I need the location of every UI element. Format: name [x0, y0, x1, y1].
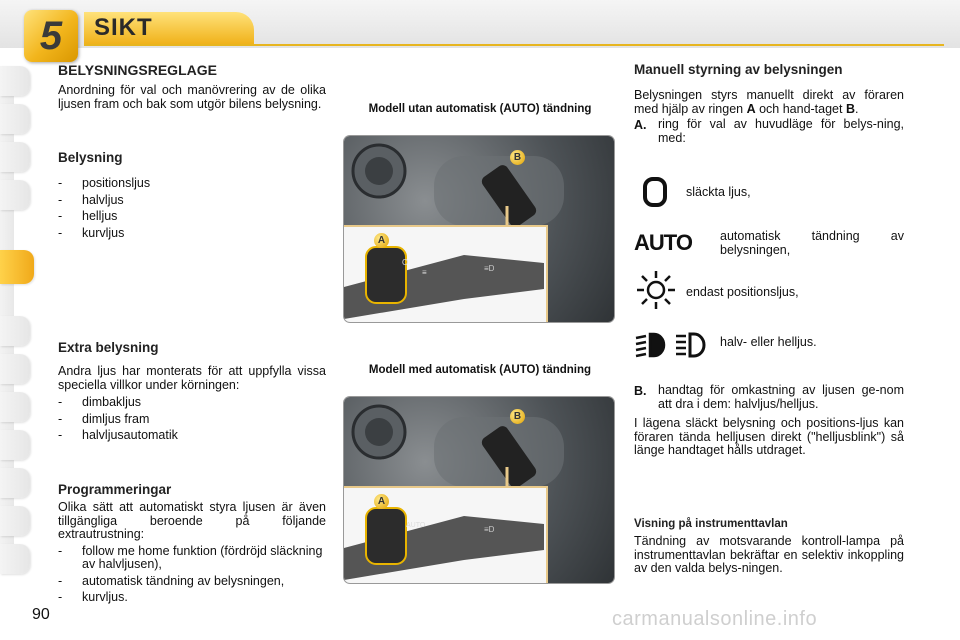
sun-position-light-icon — [636, 270, 676, 315]
svg-text:≡: ≡ — [422, 268, 427, 277]
stalk-closeup-auto — [344, 486, 548, 583]
side-tab-active[interactable] — [0, 250, 34, 284]
programmering-block — [58, 482, 326, 608]
icon-text: endast positionsljus, — [686, 285, 799, 299]
right-column — [634, 62, 904, 145]
display-text: Tändning av motsvarande kontroll-lampa på instrumenttavlan bekräftar en selektiv inkoppling av den valda belys-ningen. — [634, 534, 904, 575]
icon-text: automatisk tändning av belysningen, — [720, 229, 904, 257]
b-text: handtag för omkastning av ljusen ge-nom att dra i dem: halvljus/helljus. — [658, 383, 904, 411]
auto-mark: AUTO — [406, 522, 426, 529]
o-symbol-icon — [642, 176, 670, 213]
side-tab-12[interactable] — [0, 544, 30, 574]
page-number: 90 — [32, 606, 50, 623]
extra-heading: Extra belysning — [58, 340, 159, 355]
side-tab-4[interactable] — [0, 180, 30, 210]
caption-without-auto: Modell utan automatisk (AUTO) tändning — [368, 103, 592, 115]
svg-text:≡D: ≡D — [484, 525, 495, 534]
side-tab-6[interactable] — [0, 316, 30, 346]
svg-text:≡D: ≡D — [484, 264, 495, 273]
stalk-closeup — [344, 225, 548, 322]
stalk-photo-without-auto — [344, 136, 614, 322]
flash-text: I lägena släckt belysning och positions-ljus kan föraren tända helljusen direkt ("helljusblink") så länge handtaget hålls utdraget. — [634, 416, 904, 457]
belysning-list — [58, 175, 326, 241]
intro-part: . — [855, 101, 859, 116]
icon-text: släckta ljus, — [686, 185, 751, 199]
side-tab-8[interactable] — [0, 392, 30, 422]
sun-svg — [636, 270, 676, 310]
auto-text-icon: AUTO — [634, 230, 692, 255]
a-label: A. — [634, 118, 647, 132]
page-title: SIKT — [94, 14, 153, 41]
svg-text:O: O — [402, 258, 409, 267]
list-item: - dimbakljus — [58, 394, 326, 411]
label-a: A — [374, 494, 389, 509]
intro-text: Anordning för val och manövrering av de olika ljusen fram och bak som utgör bilens belysning. — [58, 83, 326, 111]
list-item: - halvljusautomatik — [58, 427, 326, 444]
list-item: - dimljus fram — [58, 411, 326, 428]
list-item: - automatisk tändning av belysningen, — [58, 575, 326, 589]
a-text: ring för val av huvudläge för belys-ning, med: — [658, 117, 904, 145]
list-item: - kurvljus — [58, 225, 326, 242]
side-tab-1[interactable] — [0, 66, 30, 96]
section-heading: BELYSNINGSREGLAGE — [58, 62, 217, 78]
belysning-block — [58, 150, 326, 241]
manual-heading: Manuell styrning av belysningen — [634, 62, 843, 77]
programmering-text: Olika sätt att automatiskt styra ljusen är även tillgängliga beroende på följande extrautrustning: — [58, 500, 326, 541]
label-a: A — [374, 233, 389, 248]
side-tab-11[interactable] — [0, 506, 30, 536]
list-item: - positionsljus — [58, 175, 326, 192]
intro-ref-a: A — [746, 101, 756, 116]
display-block — [634, 518, 904, 576]
belysning-heading: Belysning — [58, 150, 123, 165]
side-tab-7[interactable] — [0, 354, 30, 384]
icon-text: halv- eller helljus. — [720, 335, 817, 349]
b-row — [634, 384, 904, 411]
list-item: - helljus — [58, 208, 326, 225]
b-label: B. — [634, 384, 647, 398]
watermark: carmanualsonline.info — [612, 608, 818, 630]
side-tab-10[interactable] — [0, 468, 30, 498]
intro-ref-b: B — [845, 101, 855, 116]
label-b: B — [510, 150, 525, 165]
manual-intro — [634, 89, 904, 116]
programmering-list — [58, 545, 326, 605]
b-description — [634, 384, 904, 458]
side-tab-3[interactable] — [0, 142, 30, 172]
chapter-number: 5 — [39, 13, 63, 58]
extra-text: Andra ljus har monterats för att uppfylla vissa speciella villkor under körningen: — [58, 364, 326, 392]
extra-block — [58, 340, 326, 444]
side-tab-9[interactable] — [0, 430, 30, 460]
display-heading: Visning på instrumenttavlan — [634, 518, 788, 530]
intro-part: Belysningen styrs manuellt direkt av föraren med hjälp av ringen — [634, 88, 904, 116]
chapter-badge — [24, 10, 78, 62]
list-item: - follow me home funktion (fördröjd släckning av halvljusen), — [58, 545, 326, 572]
caption-with-auto: Modell med automatisk (AUTO) tändning — [368, 364, 592, 376]
programmering-heading: Programmeringar — [58, 482, 172, 497]
dipped-main-beam-icon — [634, 330, 714, 363]
intro-part: och hand-taget — [755, 101, 846, 116]
beam-svg — [634, 330, 714, 358]
a-description — [634, 118, 904, 145]
title-rule — [84, 44, 944, 46]
label-b: B — [510, 409, 525, 424]
left-column — [58, 62, 326, 111]
side-tab-2[interactable] — [0, 104, 30, 134]
list-item: - kurvljus. — [58, 591, 326, 605]
stalk-photo-with-auto — [344, 397, 614, 583]
o-symbol-svg — [642, 176, 670, 208]
list-item: - halvljus — [58, 192, 326, 209]
extra-list — [58, 394, 326, 444]
